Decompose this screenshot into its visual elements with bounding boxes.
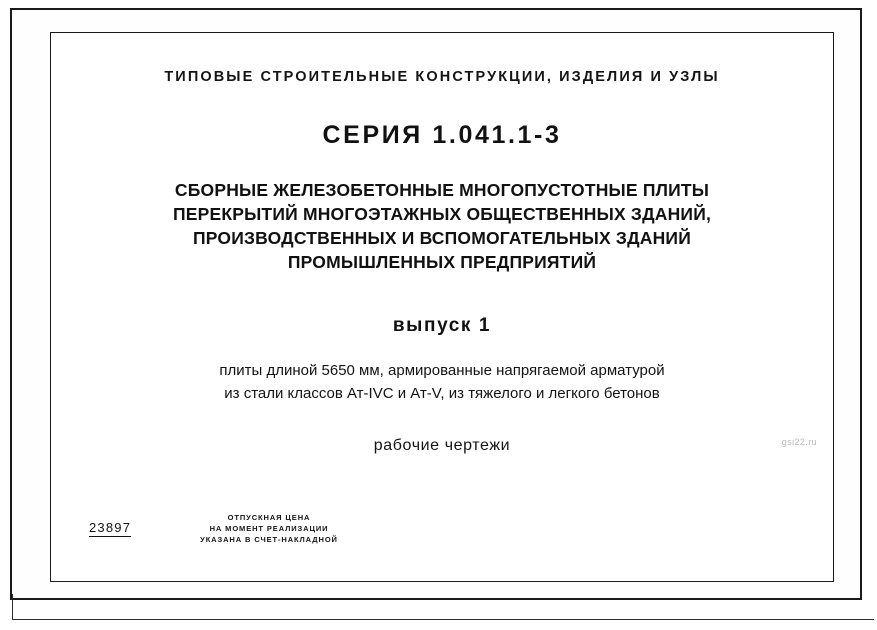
- price-note-line-2: НА МОМЕНТ РЕАЛИЗАЦИИ: [209, 523, 329, 533]
- price-note-line-1: ОТПУСКНАЯ ЦЕНА: [227, 513, 311, 522]
- price-note-line-3: УКАЗАНА В СЧЕТ-НАКЛАДНОЙ: [200, 534, 338, 544]
- scan-edge-line: [12, 619, 874, 620]
- title-line-2: ПЕРЕКРЫТИЙ МНОГОЭТАЖНЫХ ОБЩЕСТВЕННЫХ ЗДАНИЙ,: [172, 204, 712, 225]
- page-inner-border: [50, 32, 834, 582]
- title-line-1: СБОРНЫЕ ЖЕЛЕЗОБЕТОННЫЕ МНОГОПУСТОТНЫЕ ПЛИТЫ: [174, 180, 710, 200]
- watermark: gsi22.ru: [781, 437, 817, 447]
- issue-number: выпуск 1: [392, 314, 492, 336]
- title-line-4: ПРОМЫШЛЕННЫХ ПРЕДПРИЯТИЙ: [287, 252, 597, 273]
- document-title: [51, 178, 833, 275]
- subtitle-line-2: из стали классов Ат-IVC и Ат-V, из тяжелого и легкого бетонов: [224, 384, 660, 402]
- working-drawings-label: рабочие чертежи: [373, 437, 511, 455]
- subtitle-line-1: плиты длиной 5650 мм, армированные напрягаемой арматурой: [219, 361, 665, 379]
- header-line: ТИПОВЫЕ СТРОИТЕЛЬНЫЕ КОНСТРУКЦИИ, ИЗДЕЛИЯ И УЗЛЫ: [164, 69, 720, 85]
- cover-content: [51, 33, 833, 581]
- stamp-number: 23897: [89, 520, 132, 535]
- price-note: [179, 513, 359, 546]
- series-number: СЕРИЯ 1.041.1-3: [322, 121, 562, 149]
- page-outer-border: [10, 8, 862, 600]
- title-line-3: ПРОИЗВОДСТВЕННЫХ И ВСПОМОГАТЕЛЬНЫХ ЗДАНИЙ: [193, 228, 691, 249]
- document-subtitle: [51, 359, 833, 406]
- scan-edge-tick: [12, 594, 13, 620]
